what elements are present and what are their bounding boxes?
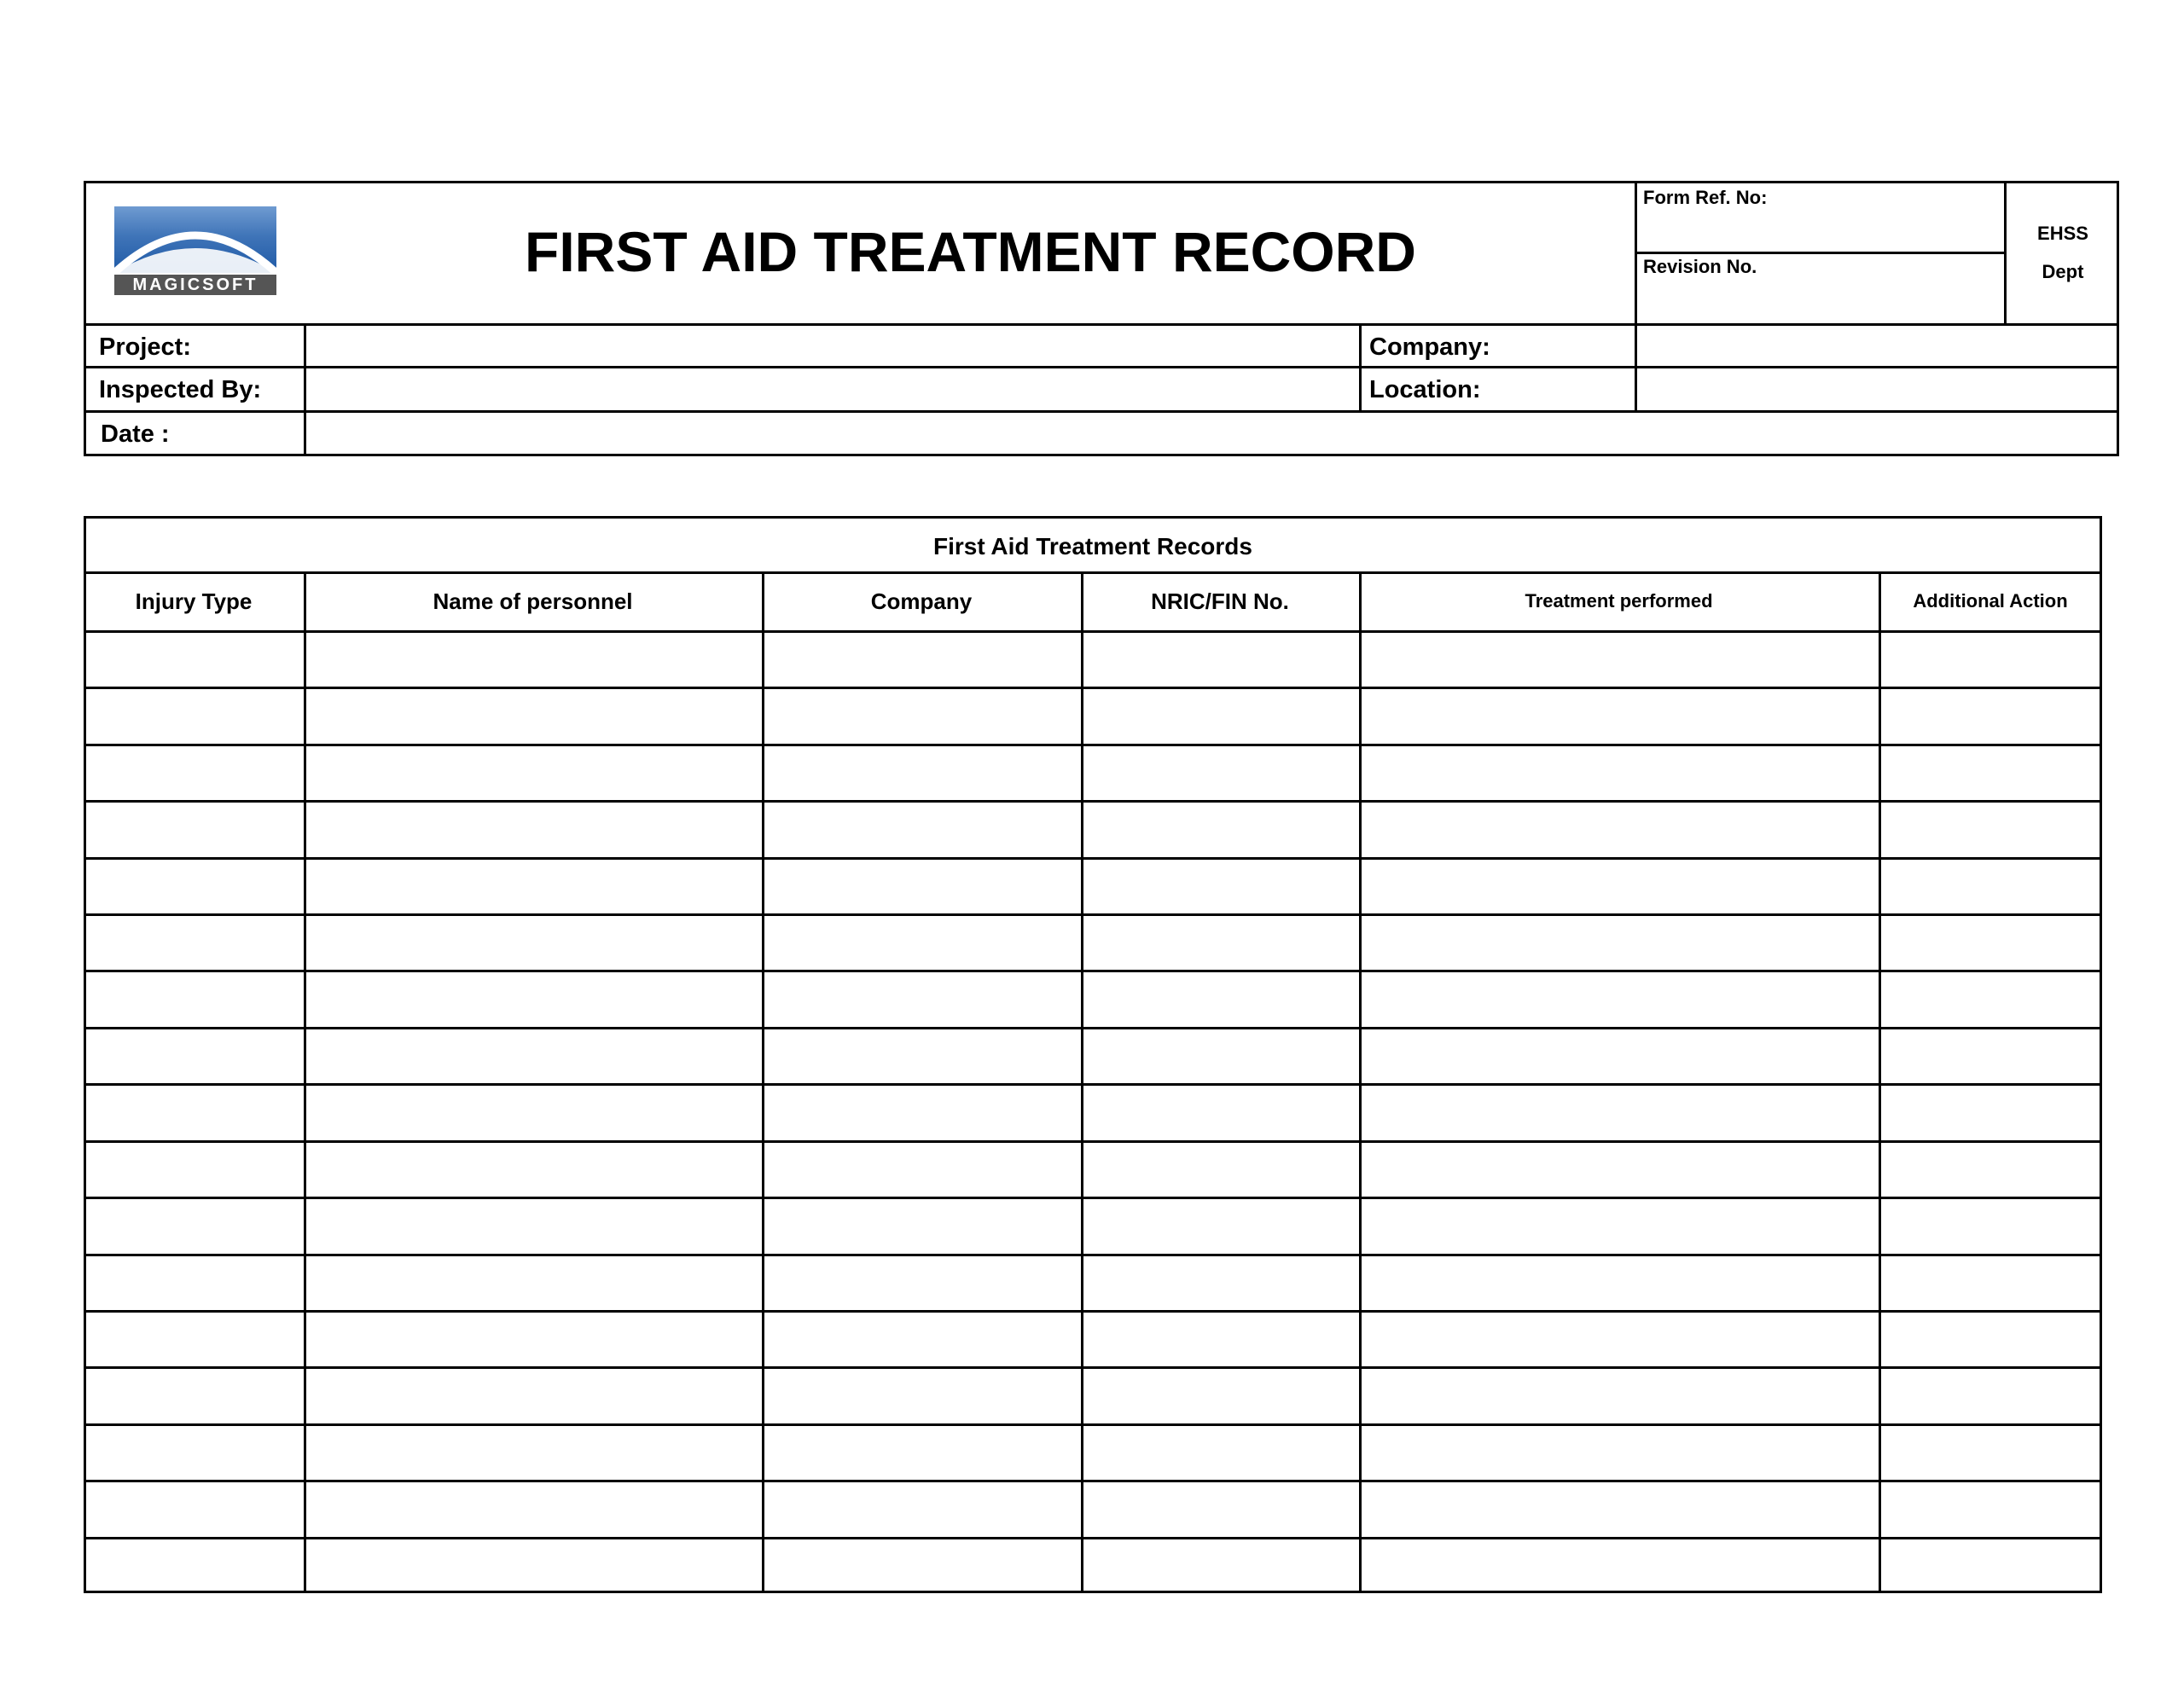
table-cell[interactable] [86,1199,304,1253]
table-cell[interactable] [1083,1256,1359,1310]
date-label: Date : [101,420,170,448]
table-cell[interactable] [764,1313,1081,1366]
table-cell[interactable] [86,1029,304,1083]
table-cell[interactable] [764,1029,1081,1083]
table-cell[interactable] [1083,860,1359,913]
table-cell[interactable] [764,1256,1081,1310]
table-cell[interactable] [86,916,304,970]
table-cell[interactable] [764,972,1081,1026]
table-cell[interactable] [1881,746,2102,800]
table-cell[interactable] [86,1482,304,1536]
table-cell[interactable] [306,1539,762,1593]
table-title-divider [84,571,2102,574]
table-cell[interactable] [764,1199,1081,1253]
info-company-divider-a [1359,323,1362,412]
table-cell[interactable] [1881,1482,2102,1536]
table-cell[interactable] [1362,1426,1879,1480]
table-cell[interactable] [1362,860,1879,913]
project-field[interactable] [306,326,1359,366]
table-cell[interactable] [1362,1086,1879,1139]
table-cell[interactable] [1083,1199,1359,1253]
table-cell[interactable] [1362,746,1879,800]
table-cell[interactable] [764,633,1081,687]
table-cell[interactable] [306,1086,762,1139]
table-cell[interactable] [306,916,762,970]
table-cell[interactable] [86,860,304,913]
table-cell[interactable] [86,633,304,687]
table-cell[interactable] [1881,1369,2102,1423]
table-cell[interactable] [1362,1313,1879,1366]
inspected-by-label: Inspected By: [99,376,262,403]
table-cell[interactable] [1362,1199,1879,1253]
table-cell[interactable] [764,860,1081,913]
table-cell[interactable] [1881,803,2102,856]
table-cell[interactable] [1362,916,1879,970]
table-cell[interactable] [306,633,762,687]
table-cell[interactable] [1881,633,2102,687]
table-cell[interactable] [1362,972,1879,1026]
page-title: FIRST AID TREATMENT RECORD [525,220,1416,283]
table-cell[interactable] [1362,1256,1879,1310]
table-cell[interactable] [306,1029,762,1083]
company-logo [114,206,276,295]
table-cell[interactable] [1083,1313,1359,1366]
table-cell[interactable] [1083,972,1359,1026]
table-cell[interactable] [764,1086,1081,1139]
table-cell[interactable] [1083,803,1359,856]
table-cell[interactable] [764,1369,1081,1423]
project-label: Project: [99,333,191,361]
table-cell[interactable] [1881,860,2102,913]
table-cell[interactable] [306,689,762,743]
table-cell[interactable] [86,1256,304,1310]
table-cell[interactable] [764,689,1081,743]
company-label: Company: [1369,333,1490,361]
table-cell[interactable] [1083,916,1359,970]
table-cell[interactable] [306,803,762,856]
logo-bridge-graphic [114,206,276,273]
table-cell[interactable] [1083,746,1359,800]
table-cell[interactable] [1881,689,2102,743]
table-cell[interactable] [1362,633,1879,687]
table-cell[interactable] [86,1539,304,1593]
dept-line-2: Dept [2042,261,2084,282]
table-cell[interactable] [86,689,304,743]
table-cell[interactable] [306,1199,762,1253]
table-cell[interactable] [1083,633,1359,687]
table-cell[interactable] [1362,1482,1879,1536]
table-cell[interactable] [1881,1539,2102,1593]
table-cell[interactable] [306,1369,762,1423]
table-cell[interactable] [306,1426,762,1480]
table-cell[interactable] [1362,689,1879,743]
table-cell[interactable] [1362,1369,1879,1423]
table-cell[interactable] [306,1482,762,1536]
table-cell[interactable] [306,1256,762,1310]
column-header: NRIC/FIN No. [1151,588,1289,614]
table-cell[interactable] [764,803,1081,856]
table-cell[interactable] [764,916,1081,970]
table-cell[interactable] [86,1313,304,1366]
form-ref-label: Form Ref. No: [1643,187,1768,208]
table-cell[interactable] [1881,1313,2102,1366]
table-cell[interactable] [86,972,304,1026]
location-label: Location: [1369,376,1481,403]
table-cell[interactable] [86,803,304,856]
table-cell[interactable] [1083,1086,1359,1139]
records-table-title: First Aid Treatment Records [933,533,1252,559]
logo-brand-text: MAGICSOFT [114,275,276,295]
table-cell[interactable] [1362,803,1879,856]
revision-label: Revision No. [1643,256,1757,277]
column-header: Injury Type [135,588,253,614]
table-cell[interactable] [1083,1482,1359,1536]
table-cell[interactable] [1881,1086,2102,1139]
table-cell[interactable] [1083,1426,1359,1480]
table-cell[interactable] [306,746,762,800]
column-header: Additional Action [1913,589,2068,612]
table-cell[interactable] [1083,1539,1359,1593]
table-cell[interactable] [86,1369,304,1423]
table-cell[interactable] [1083,1029,1359,1083]
dept-line-1: EHSS [2037,223,2088,244]
table-cell[interactable] [306,1143,762,1197]
table-cell[interactable] [86,1426,304,1480]
table-cell[interactable] [86,1143,304,1197]
table-cell[interactable] [86,1086,304,1139]
table-cell[interactable] [1083,1369,1359,1423]
location-field[interactable] [1637,368,2119,410]
table-cell[interactable] [764,1143,1081,1197]
table-cell[interactable] [1083,689,1359,743]
date-field[interactable] [306,413,2119,456]
header-ref-divider [1635,252,2007,254]
table-cell[interactable] [1083,1143,1359,1197]
table-cell[interactable] [1362,1029,1879,1083]
column-header: Name of personnel [433,588,633,614]
table-cell[interactable] [1881,1256,2102,1310]
table-cell[interactable] [764,746,1081,800]
table-cell[interactable] [306,1313,762,1366]
column-header: Company [870,588,973,614]
table-cell[interactable] [86,746,304,800]
table-cell[interactable] [1362,1143,1879,1197]
table-cell[interactable] [1881,1199,2102,1253]
table-cell[interactable] [306,860,762,913]
table-cell[interactable] [1362,1539,1879,1593]
table-cell[interactable] [1881,972,2102,1026]
table-cell[interactable] [764,1539,1081,1593]
table-cell[interactable] [764,1426,1081,1480]
table-cell[interactable] [1881,1426,2102,1480]
table-cell[interactable] [306,972,762,1026]
inspected-by-field[interactable] [306,368,1359,410]
table-cell[interactable] [764,1482,1081,1536]
company-field[interactable] [1637,326,2119,366]
table-cell[interactable] [1881,1143,2102,1197]
column-header: Treatment performed [1525,589,1713,612]
table-cell[interactable] [1881,1029,2102,1083]
table-cell[interactable] [1881,916,2102,970]
